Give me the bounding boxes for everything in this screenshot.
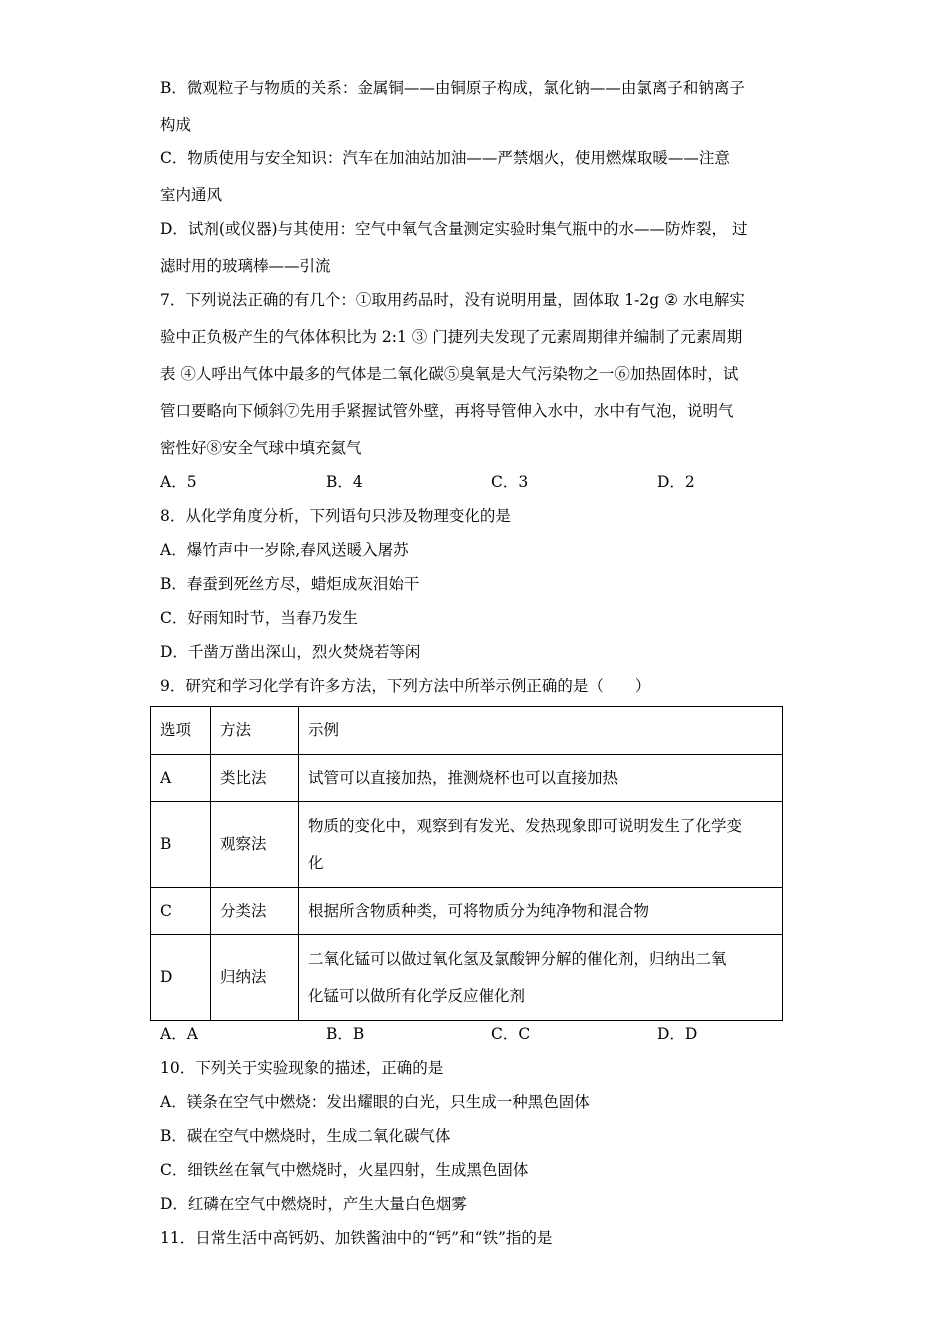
q6-option-d-line2: 滤时用的玻璃棒——引流 <box>160 257 331 275</box>
q9-option-d: D．D <box>657 1025 698 1043</box>
q6-option-b-line1: B．微观粒子与物质的关系：金属铜——由铜原子构成，氯化钠——由氯离子和钠离子 <box>160 79 745 97</box>
row-example-line1: 根据所含物质种类，可将物质分为纯净物和混合物 <box>308 901 650 920</box>
q6-option-d-line1: D．试剂(或仪器)与其使用：空气中氧气含量测定实验时集气瓶中的水——防炸裂， 过 <box>160 220 748 238</box>
row-method: 分类法 <box>211 888 299 935</box>
q8-option-b: B．春蚕到死丝方尽，蜡炬成灰泪始干 <box>160 575 420 593</box>
q8-option-a: A．爆竹声中一岁除,春风送暖入屠苏 <box>160 541 409 559</box>
header-method: 方法 <box>211 707 299 755</box>
q7-option-c: C．3 <box>491 473 529 491</box>
q7-stem-line5: 密性好⑧安全气球中填充氦气 <box>160 439 362 457</box>
row-example <box>299 802 783 888</box>
q8-option-d: D．千凿万凿出深山，烈火焚烧若等闲 <box>160 643 421 661</box>
q9-methods-table <box>150 706 783 1021</box>
q8-option-c: C．好雨知时节，当春乃发生 <box>160 609 358 627</box>
row-example <box>299 888 783 935</box>
q7-option-d: D．2 <box>657 473 695 491</box>
row-example <box>299 755 783 802</box>
q6-option-c-line1: C．物质使用与安全知识：汽车在加油站加油——严禁烟火，使用燃煤取暖——注意 <box>160 149 730 167</box>
q9-option-c: C．C <box>491 1025 531 1043</box>
row-example-line2: 化 <box>308 853 324 872</box>
q10-option-d: D．红磷在空气中燃烧时，产生大量白色烟雾 <box>160 1195 467 1213</box>
table-row <box>151 802 783 888</box>
q7-stem-line1: 7．下列说法正确的有几个：①取用药品时，没有说明用量，固体取 1-2g ② 水电解实 <box>160 291 745 309</box>
q7-option-b: B．4 <box>326 473 363 491</box>
q10-option-a: A．镁条在空气中燃烧：发出耀眼的白光，只生成一种黑色固体 <box>160 1093 590 1111</box>
q9-option-b: B．B <box>326 1025 365 1043</box>
row-option: A <box>151 755 211 802</box>
q9-option-a: A．A <box>160 1025 198 1043</box>
q10-option-c: C．细铁丝在氧气中燃烧时，火星四射，生成黑色固体 <box>160 1161 529 1179</box>
row-option: B <box>151 802 211 888</box>
row-method: 归纳法 <box>211 935 299 1021</box>
q7-stem-line2: 验中正负极产生的气体体积比为 2:1 ③ 门捷列夫发现了元素周期律并编制了元素周期 <box>160 328 743 346</box>
row-example-line1: 物质的变化中，观察到有发光、发热现象即可说明发生了化学变 <box>308 816 743 835</box>
q11-stem: 11．日常生活中高钙奶、加铁酱油中的“钙”和“铁”指的是 <box>160 1229 553 1247</box>
table-header-row <box>151 707 783 755</box>
q7-stem-line4: 管口要略向下倾斜⑦先用手紧握试管外壁，再将导管伸入水中，水中有气泡，说明气 <box>160 402 734 420</box>
q10-option-b: B．碳在空气中燃烧时，生成二氧化碳气体 <box>160 1127 451 1145</box>
q10-stem: 10．下列关于实验现象的描述，正确的是 <box>160 1059 444 1077</box>
row-example <box>299 935 783 1021</box>
row-option: C <box>151 888 211 935</box>
row-example-line1: 二氧化锰可以做过氧化氢及氯酸钾分解的催化剂，归纳出二氧 <box>308 949 727 968</box>
q7-stem-line3: 表 ④人呼出气体中最多的气体是二氧化碳⑤臭氧是大气污染物之一⑥加热固体时，试 <box>160 365 739 383</box>
header-option: 选项 <box>151 707 211 755</box>
row-example-line2: 化锰可以做所有化学反应催化剂 <box>308 986 526 1005</box>
table-row <box>151 888 783 935</box>
row-example-line1: 试管可以直接加热，推测烧杯也可以直接加热 <box>308 768 619 787</box>
table-row <box>151 755 783 802</box>
q8-stem: 8．从化学角度分析，下列语句只涉及物理变化的是 <box>160 507 511 525</box>
row-method: 类比法 <box>211 755 299 802</box>
row-option: D <box>151 935 211 1021</box>
header-example: 示例 <box>299 707 783 755</box>
q6-option-c-line2: 室内通风 <box>160 186 223 204</box>
q7-option-a: A．5 <box>160 473 197 491</box>
table-row <box>151 935 783 1021</box>
q6-option-b-line2: 构成 <box>160 116 192 134</box>
row-method: 观察法 <box>211 802 299 888</box>
q9-stem: 9．研究和学习化学有许多方法，下列方法中所举示例正确的是（ ） <box>160 677 651 695</box>
